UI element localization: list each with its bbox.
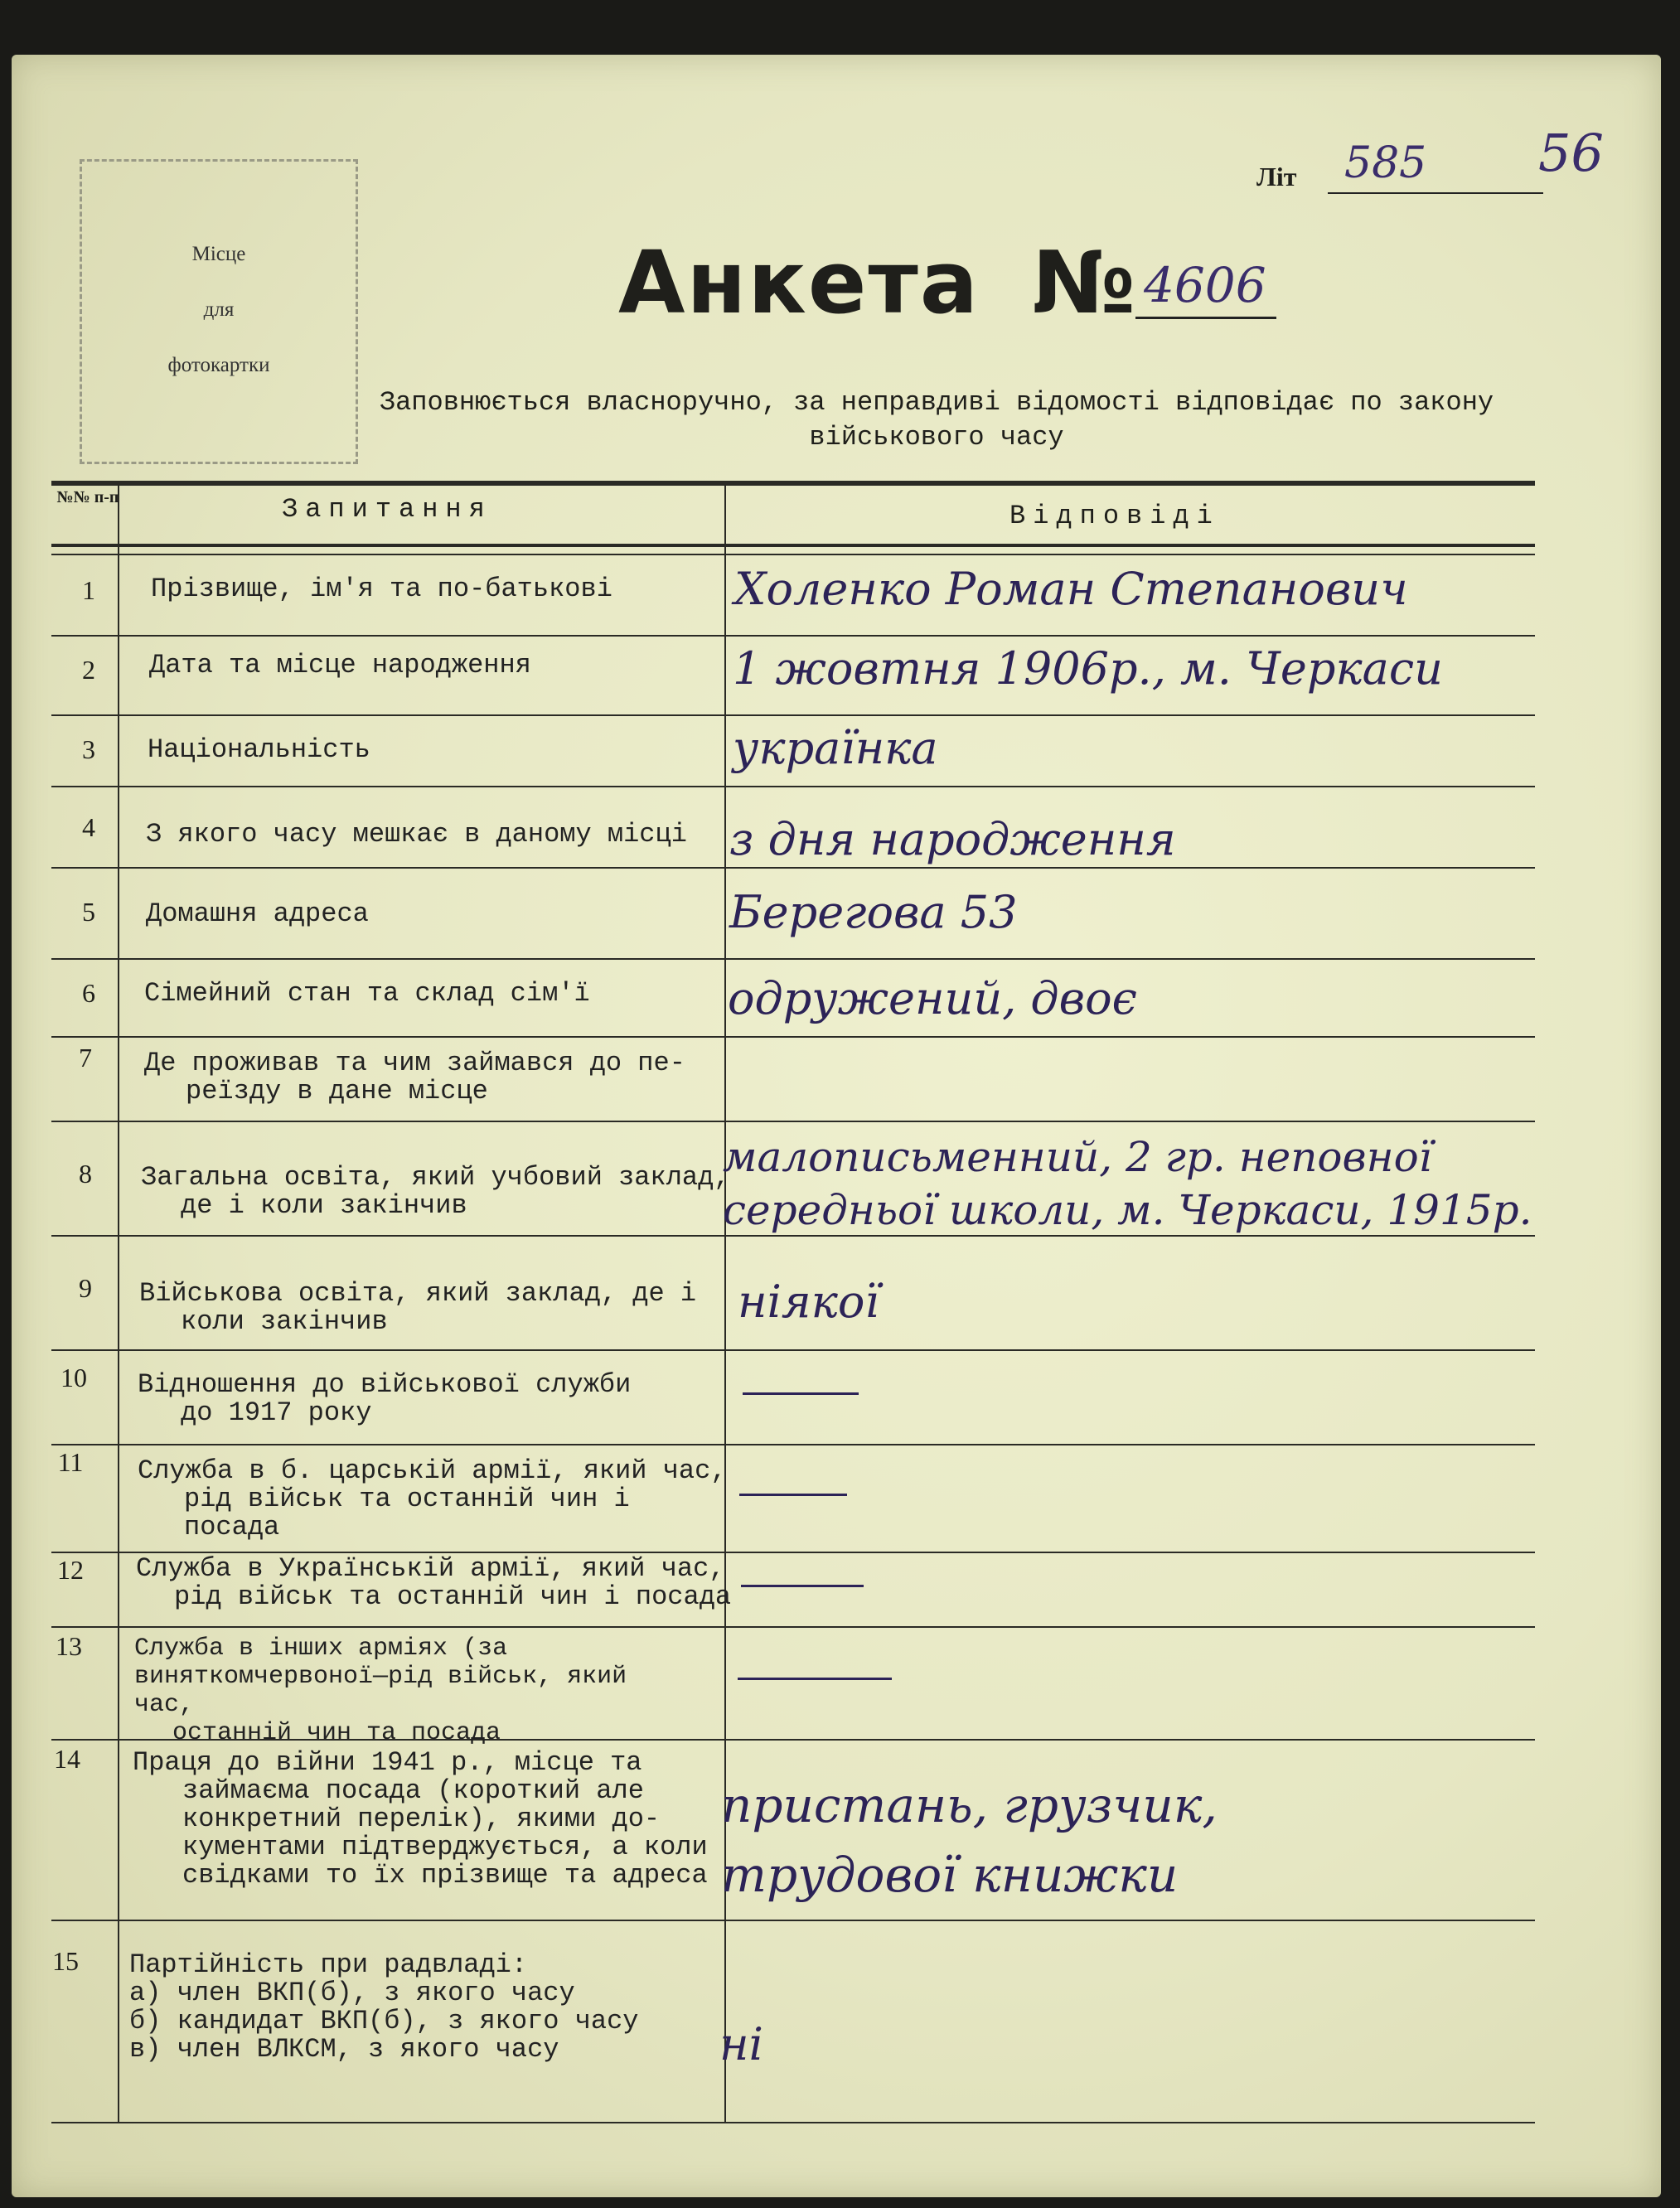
- answer-14-line-1: пристань, грузчик,: [721, 1777, 1218, 1833]
- question-9-line-1: Військова освіта, який заклад, де і: [139, 1278, 697, 1309]
- question-14-line-1: Праця до війни 1941 р., місце та: [133, 1747, 642, 1778]
- question-11-line-1: Служба в б. царській армії, який час,: [138, 1455, 727, 1486]
- row-number: 7: [79, 1043, 92, 1073]
- question-10-line-1: Відношення до військової служби: [138, 1369, 632, 1400]
- row-number: 8: [79, 1159, 92, 1189]
- column-header-answer: Відповіді: [1009, 501, 1220, 531]
- question-11-line-2: рід військ та останній чин і: [184, 1484, 630, 1514]
- lit-value: 585: [1344, 138, 1427, 188]
- row-number: 1: [82, 575, 95, 605]
- question-9: [139, 1280, 696, 1336]
- row-divider: [51, 1349, 1535, 1351]
- question-15-line-1: Партійність при радвладі:: [129, 1949, 528, 1980]
- row-number: 6: [82, 978, 95, 1008]
- corner-page-number: 56: [1538, 123, 1604, 183]
- answer-15: ні: [719, 2018, 763, 2070]
- row-divider: [51, 1920, 1535, 1921]
- question-5: Домашня адреса: [146, 898, 369, 929]
- answer-12-dash: [741, 1585, 864, 1587]
- question-15: [129, 1951, 639, 2064]
- answer-8: [723, 1131, 1532, 1237]
- answer-1: Холенко Роман Степанович: [734, 563, 1408, 615]
- row-divider: [51, 1036, 1535, 1038]
- answer-6: одружений, двоє: [728, 972, 1137, 1024]
- question-11: [138, 1457, 727, 1542]
- answer-11-dash: [739, 1494, 847, 1496]
- row-number: 4: [82, 812, 95, 842]
- question-6: Сімейний стан та склад сім'ї: [144, 978, 590, 1009]
- form-number: 4606: [1144, 257, 1266, 313]
- answer-8-line-1: малописьменний, 2 гр. неповної: [723, 1133, 1432, 1181]
- question-14-line-5: свідками то їх прізвище та адреса: [182, 1860, 708, 1891]
- question-15-line-4: в) член ВЛКСМ, з якого часу: [129, 2034, 559, 2065]
- question-13-line-1: Служба в інших арміях (за виняткомчервоної—рід військ, який час,: [134, 1634, 627, 1719]
- row-number: 12: [57, 1555, 84, 1585]
- question-1: Прізвище, ім'я та по-батькові: [151, 574, 612, 604]
- row-divider: [51, 867, 1535, 869]
- row-divider: [51, 1626, 1535, 1628]
- column-divider-num: [118, 482, 119, 2123]
- answer-10-dash: [743, 1392, 859, 1395]
- answer-2: 1 жовтня 1906р., м. Черкаси: [733, 642, 1443, 695]
- row-number: 9: [79, 1273, 92, 1303]
- question-10: [138, 1371, 631, 1427]
- answer-9: ніякої: [738, 1276, 879, 1328]
- question-12: [136, 1555, 731, 1611]
- question-13-line-2: останній чин та посада: [172, 1719, 501, 1747]
- number-sign: №: [1032, 232, 1136, 333]
- question-7-line-2: реїзду в дане місце: [186, 1076, 488, 1106]
- question-14: [133, 1749, 708, 1890]
- question-10-line-2: до 1917 року: [181, 1397, 372, 1428]
- photo-label-1: Місце: [191, 243, 246, 265]
- row-number: 3: [82, 734, 95, 764]
- row-divider: [51, 714, 1535, 716]
- question-12-line-2: рід військ та останній чин і посада: [174, 1581, 732, 1612]
- question-7: [144, 1049, 685, 1106]
- question-12-line-1: Служба в Українській армії, який час,: [136, 1553, 725, 1584]
- row-number: 11: [57, 1447, 84, 1477]
- question-3: Національність: [148, 734, 370, 765]
- question-8: [141, 1164, 730, 1220]
- question-13: [134, 1634, 698, 1747]
- column-header-number: №№ п-п: [56, 488, 119, 506]
- row-divider: [51, 635, 1535, 637]
- photo-placeholder: [80, 159, 358, 464]
- answer-4: з дня народження: [729, 813, 1176, 865]
- table-header-border-thin: [51, 554, 1535, 555]
- form-number-underline: [1135, 317, 1276, 319]
- question-14-line-3: конкретний перелік), якими до-: [182, 1804, 661, 1834]
- answer-14-line-2: трудової книжки: [721, 1847, 1179, 1903]
- table-bottom-border: [51, 2122, 1535, 2123]
- question-9-line-2: коли закінчив: [181, 1306, 388, 1337]
- question-15-line-2: а) член ВКП(б), з якого часу: [129, 1978, 575, 2008]
- row-number: 10: [61, 1363, 87, 1392]
- question-11-line-3: посада: [184, 1512, 280, 1542]
- answer-13-dash: [738, 1678, 892, 1680]
- photo-label-3: фотокартки: [167, 354, 270, 376]
- question-8-line-2: де і коли закінчив: [181, 1190, 467, 1221]
- table-header-border: [51, 544, 1535, 547]
- question-7-line-1: Де проживав та чим займався до пе-: [144, 1048, 685, 1078]
- row-number: 13: [56, 1631, 82, 1661]
- question-15-line-3: б) кандидат ВКП(б), з якого часу: [129, 2006, 639, 2036]
- subtitle-line-1: Заповнюється власноручно, за неправдиві відомості відповідає по закону: [379, 387, 1494, 418]
- answer-14: [721, 1770, 1218, 1910]
- row-divider: [51, 786, 1535, 787]
- answer-3: українка: [733, 722, 938, 774]
- answer-8-line-2: середньої школи, м. Черкаси, 1915р.: [723, 1186, 1532, 1234]
- table-top-border: [51, 481, 1535, 486]
- row-number: 5: [82, 897, 95, 927]
- question-4: З якого часу мешкає в даному місці: [146, 819, 687, 850]
- question-14-line-4: кументами підтверджується, а коли: [182, 1832, 708, 1862]
- lit-line: [1328, 192, 1543, 194]
- row-number: 15: [52, 1946, 79, 1976]
- photo-label-2: для: [203, 298, 235, 321]
- row-divider: [51, 1444, 1535, 1445]
- row-divider: [51, 1121, 1535, 1122]
- question-8-line-1: Загальна освіта, який учбовий заклад,: [141, 1162, 730, 1193]
- lit-label: Літ: [1256, 162, 1297, 191]
- form-title: Анкета: [618, 232, 980, 333]
- row-number: 14: [54, 1744, 80, 1774]
- question-14-line-2: займаєма посада (короткий але: [182, 1775, 644, 1806]
- row-number: 2: [82, 655, 95, 685]
- column-header-question: Запитання: [282, 494, 492, 525]
- subtitle-line-2: військового часу: [809, 422, 1064, 453]
- form-subtitle: [356, 385, 1517, 455]
- row-divider: [51, 958, 1535, 960]
- question-2: Дата та місце народження: [149, 650, 531, 680]
- answer-5: Берегова 53: [729, 886, 1018, 938]
